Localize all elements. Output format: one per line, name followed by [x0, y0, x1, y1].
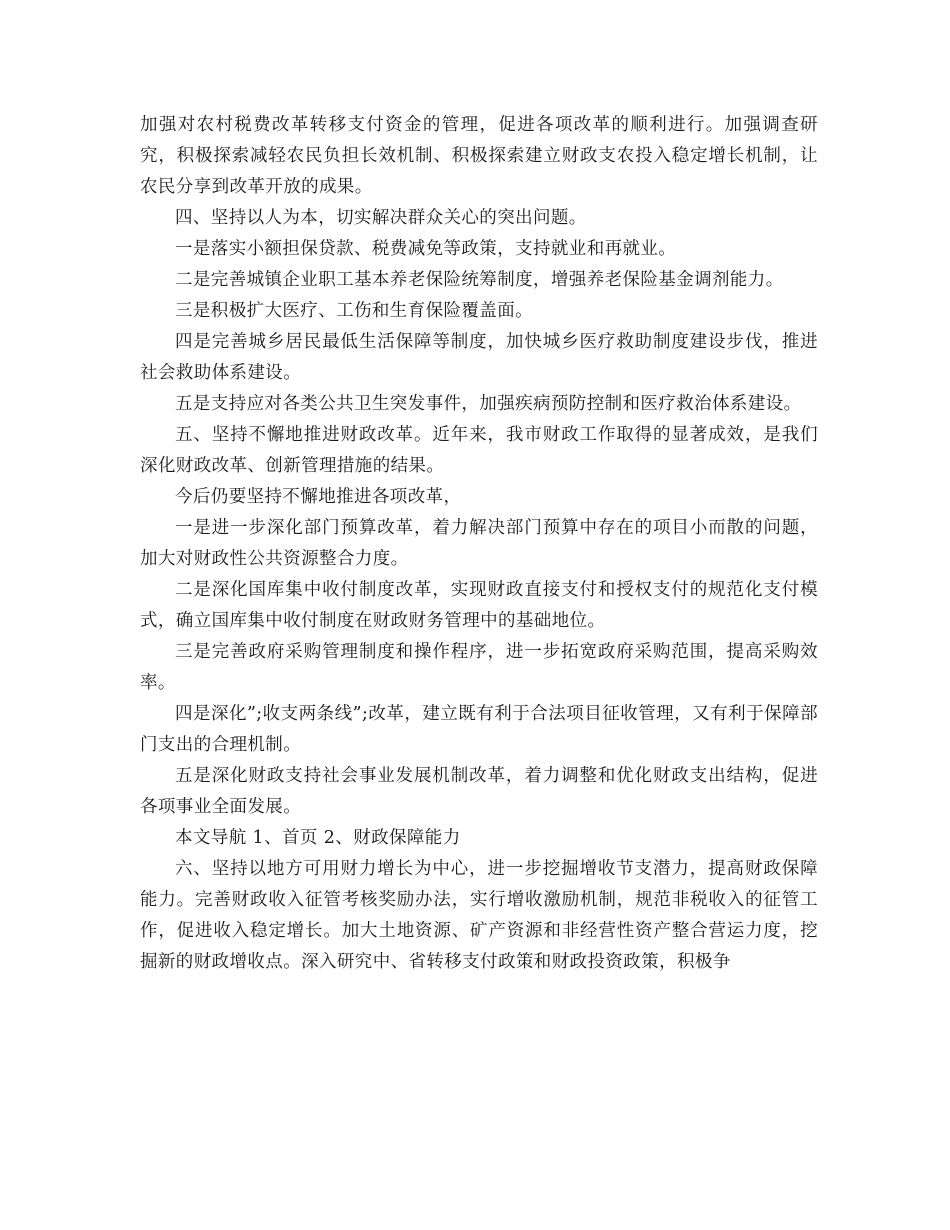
paragraph: 四是完善城乡居民最低生活保障等制度，加快城乡医疗救助制度建设步伐，推进社会救助体系建设。: [140, 332, 818, 383]
paragraph: 本文导航 1、首页 2、财政保障能力: [175, 828, 461, 848]
document-body: [140, 110, 818, 978]
paragraph: 二是完善城镇企业职工基本养老保险统筹制度，增强养老保险基金调剂能力。: [175, 270, 784, 290]
paragraph: 三是积极扩大医疗、工伤和生育保险覆盖面。: [175, 301, 533, 321]
paragraph: 六、坚持以地方可用财力增长为中心，进一步挖掘增收节支潜力，提高财政保障能力。完善财政收入征管考核奖励办法，实行增收激励机制，规范非税收入的征管工作，促进收入稳定增长。加大土地资源、矿产资源和非经营性资产整合营运力度，挖掘新的财政增收点。深入研究中、省转移支付政策和财政投资政策，积极争: [140, 859, 818, 972]
paragraph: 五是支持应对各类公共卫生突发事件，加强疾病预防控制和医疗救治体系建设。: [175, 394, 802, 414]
paragraph: 三是完善政府采购管理制度和操作程序，进一步拓宽政府采购范围，提高采购效率。: [140, 642, 818, 693]
paragraph: 一是进一步深化部门预算改革，着力解决部门预算中存在的项目小而散的问题，加大对财政性公共资源整合力度。: [140, 518, 818, 569]
paragraph: 二是深化国库集中收付制度改革，实现财政直接支付和授权支付的规范化支付模式，确立国库集中收付制度在财政财务管理中的基础地位。: [140, 580, 818, 631]
paragraph: 四是深化”;收支两条线”;改革，建立既有利于合法项目征收管理，又有利于保障部门支出的合理机制。: [140, 704, 818, 755]
paragraph: 今后仍要坚持不懈地推进各项改革，: [175, 487, 462, 507]
paragraph: 五是深化财政支持社会事业发展机制改革，着力调整和优化财政支出结构，促进各项事业全面发展。: [140, 766, 818, 817]
paragraph: 五、坚持不懈地推进财政改革。近年来，我市财政工作取得的显著成效，是我们深化财政改革、创新管理措施的结果。: [140, 425, 818, 476]
paragraph: 加强对农村税费改革转移支付资金的管理，促进各项改革的顺利进行。加强调查研究，积极探索减轻农民负担长效机制、积极探索建立财政支农投入稳定增长机制，让农民分享到改革开放的成果。: [140, 115, 818, 197]
paragraph: 一是落实小额担保贷款、税费减免等政策，支持就业和再就业。: [175, 239, 677, 259]
paragraph: 四、坚持以人为本，切实解决群众关心的突出问题。: [175, 208, 587, 228]
